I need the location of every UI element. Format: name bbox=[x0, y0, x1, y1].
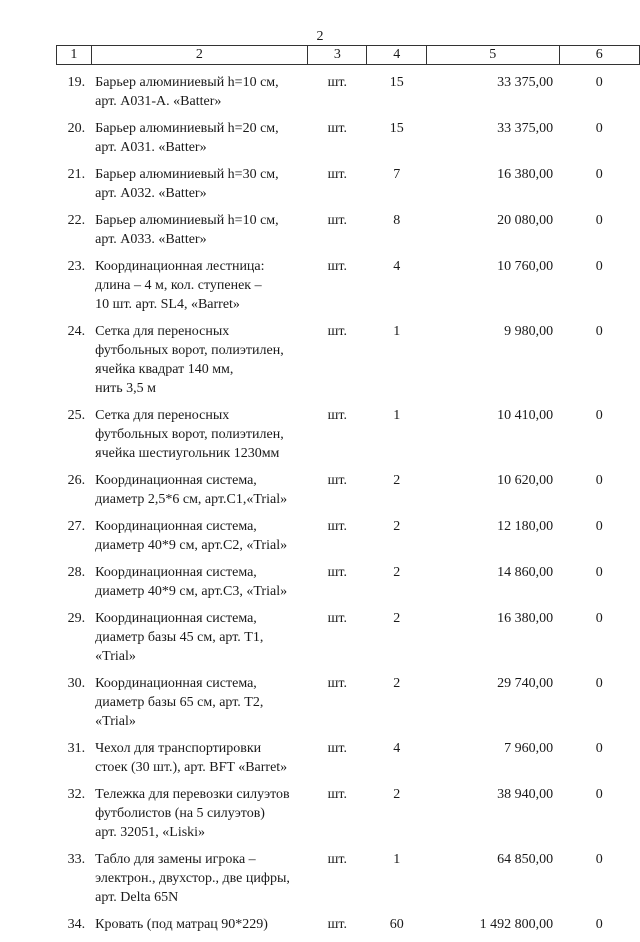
item-name bbox=[91, 517, 308, 555]
item-price: 10 760,00 bbox=[427, 257, 560, 314]
item-col6: 0 bbox=[559, 739, 639, 777]
item-unit: шт. bbox=[308, 785, 367, 842]
item-price: 16 380,00 bbox=[427, 609, 560, 666]
row-spacer-cell bbox=[57, 398, 640, 406]
item-price: 12 180,00 bbox=[427, 517, 560, 555]
item-name-line: электрон., двухстор., две цифры, bbox=[95, 869, 308, 888]
item-unit: шт. bbox=[308, 211, 367, 249]
item-name-line: стоек (30 шт.), арт. BFT «Barret» bbox=[95, 758, 308, 777]
item-name-line: Барьер алюминиевый h=20 см, bbox=[95, 119, 308, 138]
row-number: 24. bbox=[57, 322, 92, 398]
header-col-2: 2 bbox=[91, 46, 308, 65]
row-spacer-cell bbox=[57, 249, 640, 257]
item-name-line: нить 3,5 м bbox=[95, 379, 308, 398]
row-number: 32. bbox=[57, 785, 92, 842]
item-name-line: футбольных ворот, полиэтилен, bbox=[95, 425, 308, 444]
item-name-line: Сетка для переносных bbox=[95, 406, 308, 425]
item-unit: шт. bbox=[308, 73, 367, 111]
item-quantity: 60 bbox=[367, 915, 427, 934]
item-col6: 0 bbox=[559, 517, 639, 555]
table-row bbox=[57, 471, 640, 509]
item-name-line: диаметр базы 45 см, арт. Т1, bbox=[95, 628, 308, 647]
table-row bbox=[57, 785, 640, 842]
item-quantity: 2 bbox=[367, 785, 427, 842]
row-spacer bbox=[57, 555, 640, 563]
table-row bbox=[57, 850, 640, 907]
item-quantity: 1 bbox=[367, 406, 427, 463]
row-spacer-cell bbox=[57, 314, 640, 322]
item-name-line: Тележка для перевозки силуэтов bbox=[95, 785, 308, 804]
item-unit: шт. bbox=[308, 165, 367, 203]
item-name-line: футболистов (на 5 силуэтов) bbox=[95, 804, 308, 823]
item-name-line: ячейка квадрат 140 мм, bbox=[95, 360, 308, 379]
table-row bbox=[57, 915, 640, 934]
item-name bbox=[91, 322, 308, 398]
row-spacer bbox=[57, 666, 640, 674]
item-name bbox=[91, 609, 308, 666]
item-price: 10 620,00 bbox=[427, 471, 560, 509]
table-row bbox=[57, 563, 640, 601]
row-number: 22. bbox=[57, 211, 92, 249]
header-col-5: 5 bbox=[427, 46, 560, 65]
item-col6: 0 bbox=[559, 257, 639, 314]
row-spacer bbox=[57, 842, 640, 850]
table-row bbox=[57, 211, 640, 249]
item-price: 29 740,00 bbox=[427, 674, 560, 731]
item-name bbox=[91, 119, 308, 157]
item-unit: шт. bbox=[308, 850, 367, 907]
row-spacer bbox=[57, 111, 640, 119]
item-name-line: диаметр 40*9 см, арт.С2, «Trial» bbox=[95, 536, 308, 555]
item-name-line: арт. А033. «Batter» bbox=[95, 230, 308, 249]
row-spacer-cell bbox=[57, 555, 640, 563]
row-spacer bbox=[57, 907, 640, 915]
item-price: 16 380,00 bbox=[427, 165, 560, 203]
item-name-line: Координационная система, bbox=[95, 471, 308, 490]
row-spacer bbox=[57, 509, 640, 517]
item-unit: шт. bbox=[308, 674, 367, 731]
item-name-line: Барьер алюминиевый h=30 см, bbox=[95, 165, 308, 184]
row-number: 27. bbox=[57, 517, 92, 555]
item-col6: 0 bbox=[559, 165, 639, 203]
row-number: 25. bbox=[57, 406, 92, 463]
item-name bbox=[91, 165, 308, 203]
item-name-line: длина – 4 м, кол. ступенек – bbox=[95, 276, 308, 295]
item-name bbox=[91, 915, 308, 934]
item-name-line: Табло для замены игрока – bbox=[95, 850, 308, 869]
item-quantity: 15 bbox=[367, 73, 427, 111]
table-row bbox=[57, 609, 640, 666]
item-name bbox=[91, 674, 308, 731]
item-quantity: 2 bbox=[367, 517, 427, 555]
item-quantity: 2 bbox=[367, 674, 427, 731]
row-number: 28. bbox=[57, 563, 92, 601]
items-table bbox=[56, 45, 640, 942]
item-name-line: Чехол для транспортировки bbox=[95, 739, 308, 758]
table-row bbox=[57, 322, 640, 398]
item-quantity: 15 bbox=[367, 119, 427, 157]
item-quantity: 4 bbox=[367, 739, 427, 777]
item-quantity: 1 bbox=[367, 322, 427, 398]
item-name-line: 10 шт. арт. SL4, «Barret» bbox=[95, 295, 308, 314]
item-name-line: Сетка для переносных bbox=[95, 322, 308, 341]
item-col6: 0 bbox=[559, 850, 639, 907]
table-row bbox=[57, 119, 640, 157]
item-name bbox=[91, 563, 308, 601]
item-col6: 0 bbox=[559, 322, 639, 398]
item-name bbox=[91, 471, 308, 509]
item-col6: 0 bbox=[559, 609, 639, 666]
item-unit: шт. bbox=[308, 739, 367, 777]
item-quantity: 2 bbox=[367, 609, 427, 666]
row-spacer bbox=[57, 203, 640, 211]
row-spacer-cell bbox=[57, 777, 640, 785]
item-quantity: 8 bbox=[367, 211, 427, 249]
header-col-4: 4 bbox=[367, 46, 427, 65]
item-unit: шт. bbox=[308, 322, 367, 398]
item-unit: шт. bbox=[308, 406, 367, 463]
item-name bbox=[91, 257, 308, 314]
row-spacer-cell bbox=[57, 842, 640, 850]
item-col6: 0 bbox=[559, 563, 639, 601]
item-col6: 0 bbox=[559, 73, 639, 111]
item-col6: 0 bbox=[559, 471, 639, 509]
item-name-line: диаметр базы 65 см, арт. Т2, bbox=[95, 693, 308, 712]
item-col6: 0 bbox=[559, 915, 639, 934]
table-row bbox=[57, 73, 640, 111]
item-unit: шт. bbox=[308, 563, 367, 601]
table-header-row bbox=[57, 46, 640, 65]
header-col-3: 3 bbox=[308, 46, 367, 65]
row-spacer-cell bbox=[57, 907, 640, 915]
item-name-line: Координационная система, bbox=[95, 674, 308, 693]
item-name-line: арт. А031. «Batter» bbox=[95, 138, 308, 157]
row-spacer bbox=[57, 249, 640, 257]
row-spacer-cell bbox=[57, 203, 640, 211]
row-spacer bbox=[57, 731, 640, 739]
row-spacer bbox=[57, 157, 640, 165]
item-name-line: футбольных ворот, полиэтилен, bbox=[95, 341, 308, 360]
item-price: 1 492 800,00 bbox=[427, 915, 560, 934]
item-name-line: «Trial» bbox=[95, 647, 308, 666]
row-spacer bbox=[57, 463, 640, 471]
table-body bbox=[57, 65, 640, 942]
row-number: 19. bbox=[57, 73, 92, 111]
item-name bbox=[91, 211, 308, 249]
item-quantity: 7 bbox=[367, 165, 427, 203]
table-row bbox=[57, 257, 640, 314]
item-name-line: арт. Delta 65N bbox=[95, 888, 308, 907]
item-name bbox=[91, 739, 308, 777]
table-row bbox=[57, 674, 640, 731]
row-spacer-cell bbox=[57, 463, 640, 471]
table-row bbox=[57, 406, 640, 463]
item-name bbox=[91, 73, 308, 111]
item-name-line: Координационная лестница: bbox=[95, 257, 308, 276]
item-name-line: Координационная система, bbox=[95, 517, 308, 536]
item-unit: шт. bbox=[308, 517, 367, 555]
item-quantity: 4 bbox=[367, 257, 427, 314]
header-col-1: 1 bbox=[57, 46, 92, 65]
table-row bbox=[57, 739, 640, 777]
row-spacer-cell bbox=[57, 157, 640, 165]
item-price: 33 375,00 bbox=[427, 119, 560, 157]
item-col6: 0 bbox=[559, 119, 639, 157]
row-spacer bbox=[57, 777, 640, 785]
item-col6: 0 bbox=[559, 406, 639, 463]
item-col6: 0 bbox=[559, 674, 639, 731]
row-spacer bbox=[57, 934, 640, 942]
item-name-line: Координационная система, bbox=[95, 609, 308, 628]
item-quantity: 2 bbox=[367, 471, 427, 509]
item-unit: шт. bbox=[308, 257, 367, 314]
item-name-line: Барьер алюминиевый h=10 см, bbox=[95, 73, 308, 92]
item-name bbox=[91, 406, 308, 463]
row-spacer-cell bbox=[57, 666, 640, 674]
row-spacer bbox=[57, 314, 640, 322]
item-unit: шт. bbox=[308, 119, 367, 157]
item-name-line: арт. А032. «Batter» bbox=[95, 184, 308, 203]
row-number: 21. bbox=[57, 165, 92, 203]
row-number: 31. bbox=[57, 739, 92, 777]
row-spacer bbox=[57, 601, 640, 609]
item-name-line: диаметр 2,5*6 см, арт.С1,«Trial» bbox=[95, 490, 308, 509]
item-price: 33 375,00 bbox=[427, 73, 560, 111]
page-number: 2 bbox=[0, 29, 640, 45]
item-name-line: Барьер алюминиевый h=10 см, bbox=[95, 211, 308, 230]
row-number: 29. bbox=[57, 609, 92, 666]
table-row bbox=[57, 165, 640, 203]
item-name-line: диаметр 40*9 см, арт.С3, «Trial» bbox=[95, 582, 308, 601]
item-col6: 0 bbox=[559, 785, 639, 842]
item-unit: шт. bbox=[308, 915, 367, 934]
row-spacer-cell bbox=[57, 509, 640, 517]
row-spacer bbox=[57, 65, 640, 74]
row-number: 34. bbox=[57, 915, 92, 934]
row-spacer-cell bbox=[57, 934, 640, 942]
header-col-6: 6 bbox=[559, 46, 639, 65]
item-name-line: ячейка шестиугольник 1230мм bbox=[95, 444, 308, 463]
item-name-line: Кровать (под матрац 90*229) bbox=[95, 915, 308, 934]
item-quantity: 2 bbox=[367, 563, 427, 601]
item-name bbox=[91, 785, 308, 842]
row-spacer-cell bbox=[57, 601, 640, 609]
item-unit: шт. bbox=[308, 609, 367, 666]
table-row bbox=[57, 517, 640, 555]
item-price: 9 980,00 bbox=[427, 322, 560, 398]
row-number: 20. bbox=[57, 119, 92, 157]
item-price: 20 080,00 bbox=[427, 211, 560, 249]
item-price: 7 960,00 bbox=[427, 739, 560, 777]
item-price: 38 940,00 bbox=[427, 785, 560, 842]
row-number: 33. bbox=[57, 850, 92, 907]
item-price: 10 410,00 bbox=[427, 406, 560, 463]
row-spacer bbox=[57, 398, 640, 406]
row-number: 23. bbox=[57, 257, 92, 314]
row-spacer-cell bbox=[57, 65, 640, 74]
row-spacer-cell bbox=[57, 111, 640, 119]
item-price: 14 860,00 bbox=[427, 563, 560, 601]
item-name bbox=[91, 850, 308, 907]
item-col6: 0 bbox=[559, 211, 639, 249]
item-unit: шт. bbox=[308, 471, 367, 509]
item-name-line: «Trial» bbox=[95, 712, 308, 731]
row-number: 26. bbox=[57, 471, 92, 509]
item-price: 64 850,00 bbox=[427, 850, 560, 907]
item-name-line: Координационная система, bbox=[95, 563, 308, 582]
row-spacer-cell bbox=[57, 731, 640, 739]
item-quantity: 1 bbox=[367, 850, 427, 907]
item-name-line: арт. А031-А. «Batter» bbox=[95, 92, 308, 111]
item-name-line: арт. 32051, «Liski» bbox=[95, 823, 308, 842]
row-number: 30. bbox=[57, 674, 92, 731]
